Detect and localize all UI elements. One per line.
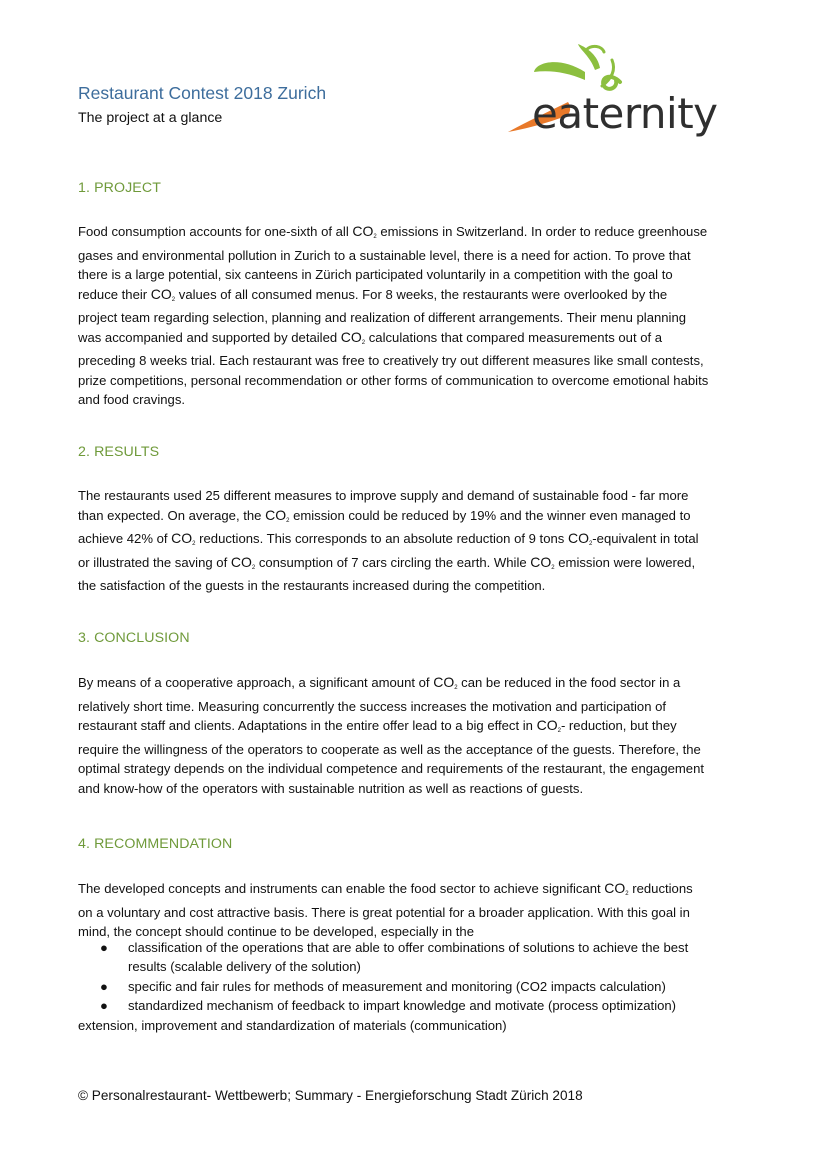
text-line: the satisfaction of the guests in the restaurants increased during the competition. xyxy=(78,578,546,593)
text-line: on a voluntary and cost attractive basis. There is great potential for a broader application. With this goal in xyxy=(78,904,690,920)
section-heading: 4. RECOMMENDATION xyxy=(78,836,233,852)
text-line: optimal strategy depends on the individual competence and requirements of the restaurant, the engagement xyxy=(78,761,704,776)
text-line: The developed concepts and instruments can enable the food sector to achieve significant $CO_2$ reductions xyxy=(78,880,693,897)
text-line: The restaurants used 25 different measures to improve supply and demand of sustainable food - far more xyxy=(78,488,689,503)
text-line: and know-how of the operators with sustainable nutrition as well as reactions of guests. xyxy=(78,780,584,796)
text-line: preceding 8 weeks trial. Each restaurant was free to creatively try out different measures like small contests, xyxy=(78,353,704,368)
section-paragraph xyxy=(78,486,750,596)
document-title: Restaurant Contest 2018 Zurich xyxy=(78,83,327,103)
list-item-text: results (scalable delivery of the solution) xyxy=(128,959,361,974)
page-footer: © Personalrestaurant- Wettbewerb; Summary - Energieforschung Stadt Zürich 2018 xyxy=(78,1088,583,1103)
text-line: By means of a cooperative approach, a significant amount of $CO_2$ can be reduced in the food sector in a xyxy=(78,674,681,691)
text-line: project team regarding selection, planning and realization of different arrangements. Their menu planning xyxy=(78,310,687,325)
text-line: there is a large potential, six canteens in Zürich participated voluntarily in a competition with the goal to xyxy=(78,267,673,282)
recommendation-list xyxy=(78,938,758,1036)
text-line: reduce their $CO_2$ values of all consumed menus. For 8 weeks, the restaurants were overlooked by the xyxy=(78,285,668,303)
trailing-line: extension, improvement and standardization of materials (communication) xyxy=(78,1017,507,1033)
text-line: or illustrated the saving of $CO_2$ consumption of 7 cars circling the earth. While $CO_2$ emission were lowered, xyxy=(78,553,696,571)
list-item xyxy=(78,977,758,997)
bullet-icon: ● xyxy=(100,939,108,955)
text-line: relatively short time. Measuring concurrently the success increases the motivation and participation of xyxy=(78,698,667,714)
text-line: mind, the concept should continue to be developed, especially in the xyxy=(78,924,474,939)
text-line: Food consumption accounts for one-sixth of all $CO_2$ emissions in Switzerland. In order to reduce greenhouse xyxy=(78,223,708,240)
text-line: require the willingness of the operators to cooperate as well as the acceptance of the guests. Therefore, the xyxy=(78,741,701,757)
text-line: gases and environmental pollution in Zurich to a sustainable level, there is a need for action. To prove that xyxy=(78,247,691,263)
section-paragraph xyxy=(78,673,750,798)
text-line: was accompanied and supported by detailed $CO_2$ calculations that compared measurements out of a xyxy=(78,328,663,346)
bullet-icon: ● xyxy=(100,978,108,994)
section-paragraph xyxy=(78,879,750,942)
text-line: prize competitions, personal recommendation or other forms of communication to overcome emotional habits xyxy=(78,372,709,388)
text-line: achieve 42% of $CO_2$ reductions. This corresponds to an absolute reduction of 9 tons $CO_2$-equivalent in total xyxy=(78,530,699,547)
list-item xyxy=(78,996,758,1016)
list-item-text: classification of the operations that are able to offer combinations of solutions to achieve the best xyxy=(128,939,689,955)
text-line: than expected. On average, the $CO_2$ emission could be reduced by 19% and the winner even managed to xyxy=(78,506,691,524)
logo-text: eaternity xyxy=(532,89,718,138)
list-item-text: standardized mechanism of feedback to impart knowledge and motivate (process optimization) xyxy=(128,998,677,1013)
list-item-text: specific and fair rules for methods of measurement and monitoring (CO2 impacts calculation) xyxy=(128,978,666,994)
list-item xyxy=(78,938,758,977)
section-heading: 3. CONCLUSION xyxy=(78,630,190,646)
bullet-icon: ● xyxy=(100,998,108,1013)
section-heading: 1. PROJECT xyxy=(78,180,161,196)
text-line: restaurant staff and clients. Adaptations in the entire offer lead to a big effect in $CO_2-$ reduction, but they xyxy=(78,717,677,734)
section-paragraph xyxy=(78,222,750,410)
eaternity-logo xyxy=(500,42,725,142)
section-heading: 2. RESULTS xyxy=(78,444,160,460)
document-subtitle: The project at a glance xyxy=(78,110,223,126)
text-line: and food cravings. xyxy=(78,392,186,407)
